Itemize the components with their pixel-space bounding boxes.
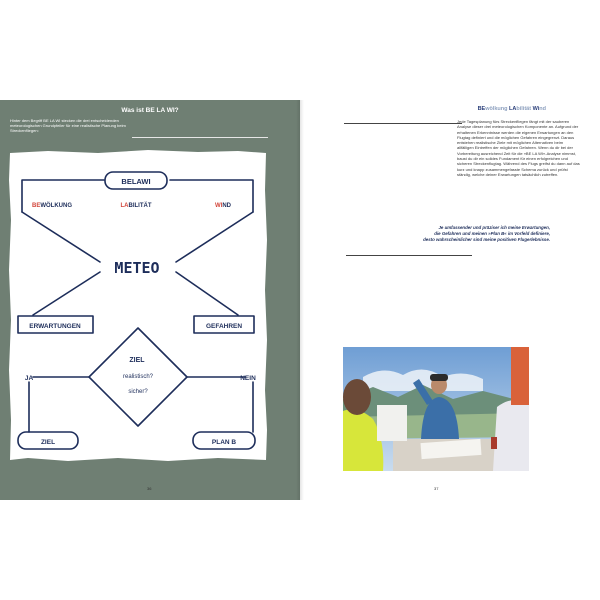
meteo-label: METEO bbox=[114, 259, 160, 277]
right-page-heading: BEwölkung LAbilität Wind bbox=[477, 106, 546, 112]
divider bbox=[344, 123, 462, 124]
realistisch-label: realistisch? bbox=[122, 374, 154, 380]
plan-b-label: PLAN B bbox=[211, 439, 237, 446]
wind-label: WIND bbox=[214, 203, 232, 209]
photo-person-right-jacket bbox=[511, 347, 529, 405]
photo-person-center-helmet bbox=[430, 374, 448, 381]
gefahren-label: GEFAHREN bbox=[205, 323, 243, 330]
quote-line: Je umfassender und präziser ich meine Erwartungen, bbox=[438, 225, 550, 230]
bewoelkung-label: BEWÖLKUNG bbox=[31, 203, 73, 209]
body-text: Jede Tagesplanung fürs Streckenfliegen fängt mit der sauberen Analyse dieser drei meteorologischen Komponente an. Aufgrund der erhaltenen Erkenntnisse werden die eigenen Erwartungen an den Flugtag definiert und die möglichen Gefahren eingegrenzt. Daraus entstehen realistische Ziele mit möglichen Alternativen beim allfälligen Eintreffen der möglichen Gefahren. Wenn du dir bei der Vorbereitung ausreichend Zeit für die »BE LA WI«-Analyse nimmst, baust du dir ein solides Fundament für einen erfolgreichen und sicheren Streckenflugtag. Während des Flugs greifst du dann auf das kurz und knapp zusammengefasste Schema zurück und prüfst ständig, welche deiner Erwartungen tatsächlich zutreffen. bbox=[457, 119, 580, 177]
pilots-briefing-photo bbox=[343, 347, 529, 471]
meteo-flowchart bbox=[8, 150, 268, 462]
book-gutter bbox=[296, 100, 304, 500]
page-number-right: 37 bbox=[434, 486, 439, 491]
right-page bbox=[300, 100, 600, 500]
labilitaet-label: LABILITÄT bbox=[120, 203, 152, 209]
book-spread bbox=[0, 100, 600, 500]
divider bbox=[346, 255, 472, 256]
ziel-label: ZIEL bbox=[40, 439, 56, 446]
photo-glass bbox=[491, 437, 497, 449]
intro-text: Hinter dem Begriff BE LA WI stecken die drei entscheidenden meteorologischen Grundpfeiler für eine realistische Planung beim Streckenfliegen: bbox=[10, 118, 126, 134]
left-page bbox=[0, 100, 300, 500]
pull-quote bbox=[344, 225, 550, 243]
page-title: Was ist BE LA WI? bbox=[121, 107, 179, 114]
ja-label: JA bbox=[24, 375, 34, 382]
belawi-label: BELAWI bbox=[121, 177, 151, 186]
divider bbox=[132, 137, 268, 138]
photo-cushion bbox=[377, 405, 407, 441]
quote-line: desto wahrscheinlicher sind meine positiven Flugerlebnisse. bbox=[423, 237, 550, 242]
erwartungen-label: ERWARTUNGEN bbox=[29, 323, 81, 330]
photo-person-right bbox=[493, 400, 529, 471]
quote-line: die Gefahren und meinen »Plan B« im Vorfeld definiere, bbox=[434, 231, 550, 236]
nein-label: NEIN bbox=[240, 375, 256, 382]
photo-person-left-head bbox=[343, 379, 371, 415]
sicher-label: sicher? bbox=[128, 389, 148, 395]
page-number-left: 36 bbox=[147, 486, 152, 491]
ziel-heading: ZIEL bbox=[129, 357, 145, 364]
